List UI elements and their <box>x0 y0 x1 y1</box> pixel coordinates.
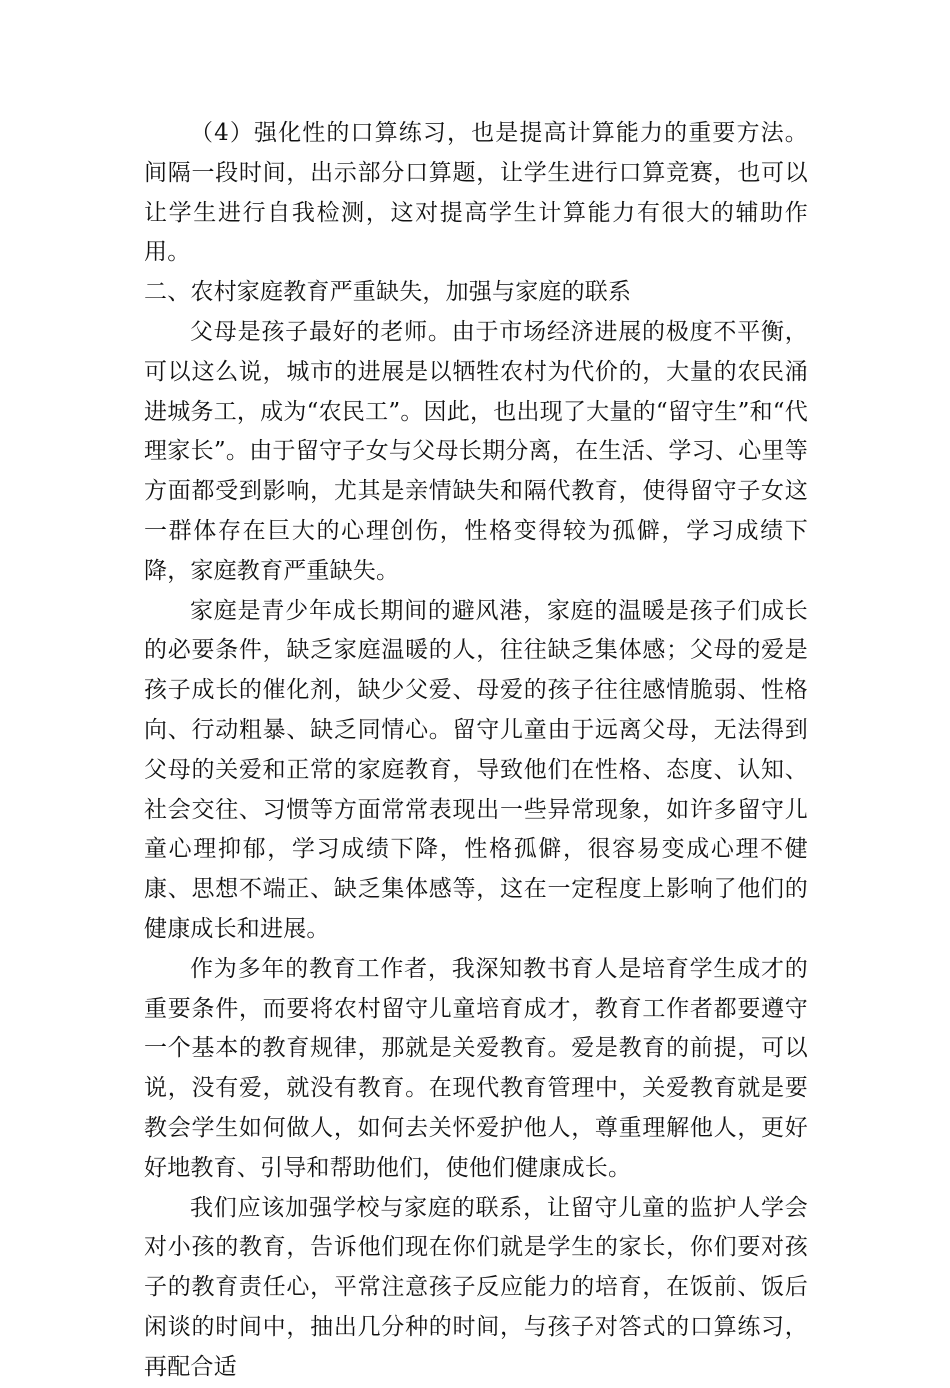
paragraph-school-family-link: 我们应该加强学校与家庭的联系，让留守儿童的监护人学会对小孩的教育，告诉他们现在你们就是学生的家长，你们要对孩子的教育责任心，平常注意孩子反应能力的培育，在饭前、饭后闲谈的时间中，抽出几分种的时间，与孩子对答式的口算练习，再配合适 <box>144 1194 808 1380</box>
paragraph-caring-education: 作为多年的教育工作者，我深知教书育人是培育学生成才的重要条件，而要将农村留守儿童培育成才，教育工作者都要遵守一个基本的教育规律，那就是关爱教育。爱是教育的前提，可以说，没有爱，就没有教育。在现代教育管理中，关爱教育就是要教会学生如何做人，如何去关怀爱护他人，尊重理解他人，更好好地教育、引导和帮助他们，使他们健康成长。 <box>144 955 808 1181</box>
paragraph-parents-best-teachers: 父母是孩子最好的老师。由于市场经济进展的极度不平衡，可以这么说，城市的进展是以牺牲农村为代价的，大量的农民涌进城务工，成为“农民工”。因此，也出现了大量的“留守生”和“代理家长”。由于留守子女与父母长期分离，在生活、学习、心里等方面都受到影响，尤其是亲情缺失和隔代教育，使得留守子女这一群体存在巨大的心理创伤，性格变得较为孤僻，学习成绩下降，家庭教育严重缺失。 <box>144 318 808 584</box>
paragraph-oral-arithmetic-practice: （4）强化性的口算练习，也是提高计算能力的重要方法。间隔一段时间，出示部分口算题，让学生进行口算竞赛，也可以让学生进行自我检测，这对提高学生计算能力有很大的辅助作用。 <box>144 120 808 266</box>
document-body <box>144 114 808 1388</box>
section-heading-family-education: 二、农村家庭教育严重缺失，加强与家庭的联系 <box>144 279 632 306</box>
paragraph-family-shelter: 家庭是青少年成长期间的避风港，家庭的温暖是孩子们成长的必要条件，缺乏家庭温暖的人，往往缺乏集体感；父母的爱是孩子成长的催化剂，缺少父爱、母爱的孩子往往感情脆弱、性格向、行动粗暴、缺乏同情心。留守儿童由于远离父母，无法得到父母的关爱和正常的家庭教育，导致他们在性格、态度、认知、社会交往、习惯等方面常常表现出一些异常现象，如许多留守儿童心理抑郁，学习成绩下降，性格孤僻，很容易变成心理不健康、思想不端正、缺乏集体感等，这在一定程度上影响了他们的健康成长和进展。 <box>144 597 808 942</box>
